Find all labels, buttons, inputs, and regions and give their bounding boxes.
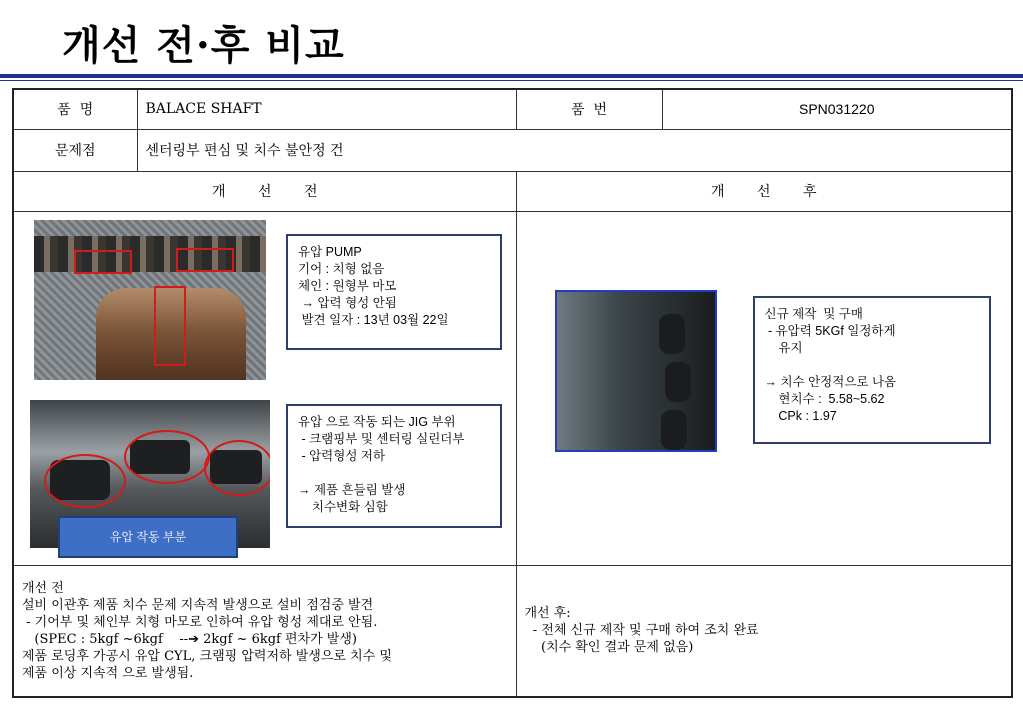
product-no-label: 품 번 — [516, 89, 662, 129]
gear-tooth — [659, 314, 685, 354]
after-note-line: (치수 확인 결과 문제 없음) — [524, 640, 694, 656]
page-title: 개선 전·후 비교 — [62, 22, 345, 69]
title-rule-thin — [0, 80, 1023, 81]
comparison-sheet — [12, 88, 1013, 698]
before-header: 개 선 전 — [13, 171, 516, 211]
after-notes — [516, 565, 1012, 697]
after-header: 개 선 후 — [516, 171, 1012, 211]
jig-callout: 유압 으로 작동 되는 JIG 부위 - 크램핑부 및 센터링 실린더부 - 압력형성 저하 → 제품 흔들림 발생 치수변화 심함 — [286, 404, 502, 528]
before-note-line: 설비 이관후 제품 치수 문제 지속적 발생으로 설비 점검중 발견 — [22, 597, 374, 613]
after-notes-title: 개선 후: — [524, 606, 571, 622]
issue-label: 문제점 — [13, 129, 137, 171]
before-note-line: (SPEC : 5kgf ~6kgf --➔ 2kgf ~ 6kgf 편차가 발생) — [22, 631, 357, 647]
title-rule — [0, 74, 1023, 78]
before-panel — [13, 211, 516, 565]
before-note-line: 제품 이상 지속적 으로 발생됨. — [22, 665, 194, 681]
before-note-line: 제품 로딩후 가공시 유압 CYL, 크램핑 압력저하 발생으로 치수 및 — [22, 648, 392, 664]
issue-value: 센터링부 편심 및 치수 불안정 건 — [137, 129, 1012, 171]
gear-tooth — [661, 410, 687, 450]
hydraulic-part-label: 유압 작동 부분 — [58, 516, 238, 558]
chain-wear-highlight-2 — [176, 248, 234, 272]
before-notes-title: 개선 전 — [22, 580, 64, 596]
after-panel — [516, 211, 1012, 565]
gear-wear-highlight — [154, 286, 186, 366]
jig-highlight-2 — [124, 430, 210, 484]
improvement-callout: 신규 제작 및 구매 - 유압력 5KGf 일정하게 유지 → 치수 안정적으로 나옴 현치수 : 5.58~5.62 CPk : 1.97 — [753, 296, 991, 444]
before-note-line: - 기어부 및 체인부 치형 마모로 인하여 유압 형성 제대로 안됨. — [22, 614, 378, 630]
before-notes — [13, 565, 516, 697]
product-name-value: BALACE SHAFT — [137, 89, 516, 129]
gear-tooth — [665, 362, 691, 402]
chain-gear-photo — [34, 220, 266, 380]
product-no-value: SPN031220 — [662, 89, 1012, 129]
pump-callout: 유압 PUMP 기어 : 치형 없음 체인 : 원형부 마모 → 압력 형성 안됨 발견 일자 : 13년 03월 22일 — [286, 234, 502, 350]
product-name-label: 품 명 — [13, 89, 137, 129]
new-gear-photo — [555, 290, 717, 452]
jig-highlight-1 — [44, 454, 126, 508]
after-note-line: - 전체 신규 제작 및 구매 하여 조치 완료 — [524, 623, 759, 639]
chain-wear-highlight-1 — [74, 250, 132, 274]
jig-highlight-3 — [204, 440, 270, 496]
